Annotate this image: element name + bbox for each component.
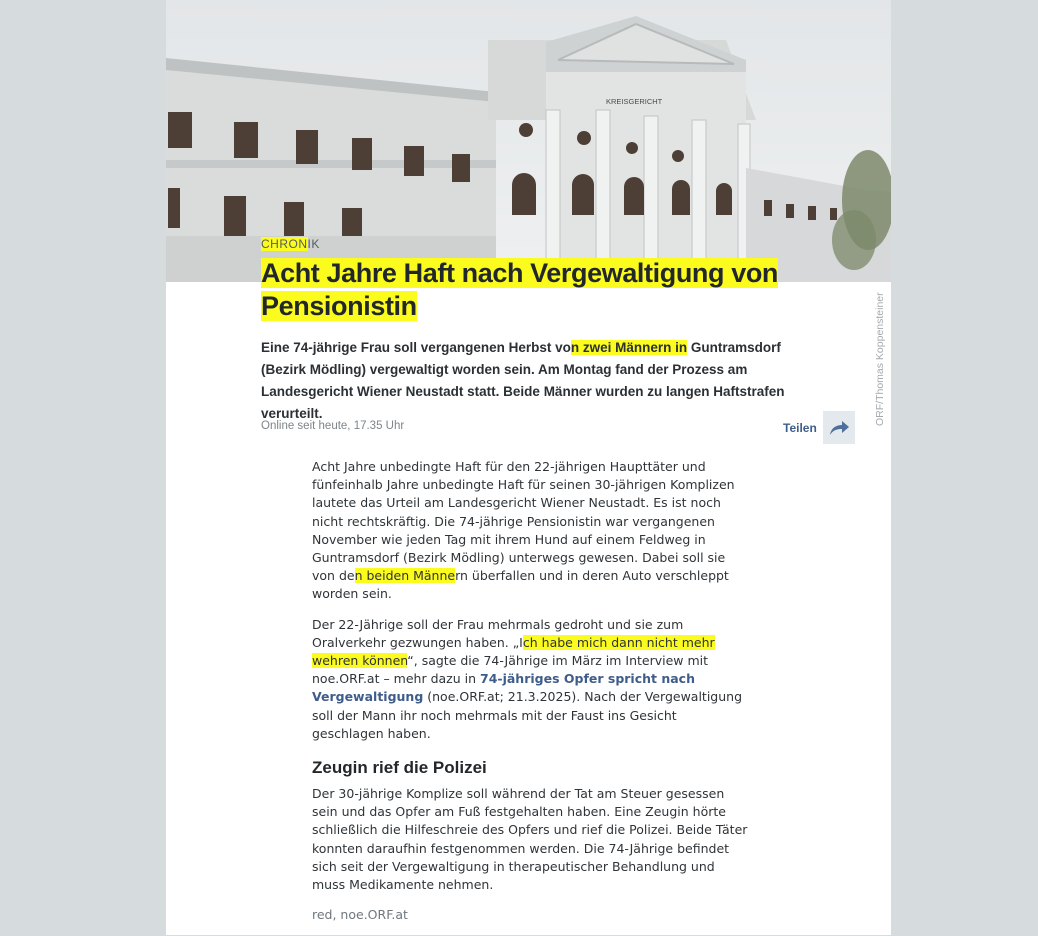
category-label-highlight: CHRON xyxy=(261,237,308,251)
lead-text-rest: Guntramsdorf (Bezirk Mödling) vergewaltigt worden sein. Am Montag fand der Prozess am Landesgericht Wiener Neustadt statt. Beide Männer wurden zu langen Haftstrafen verurteilt. xyxy=(261,340,785,421)
photo-credit: ORF/Thomas Koppensteiner xyxy=(874,292,886,426)
title-line-1: Acht Jahre Haft nach Vergewaltigung von xyxy=(261,258,779,288)
p2-highlight: ch habe mich dann nicht mehr wehren können xyxy=(312,634,715,669)
paragraph-3: Der 30-jährige Komplize soll während der Tat am Steuer gesessen sein und das Opfer am Fuß festgehalten haben. Eine Zeugin hörte schließlich die Hilfeschreie des Opfers und rief die Polizei. Beide Täter konnten daraufhin festgenommen werden. Die 74-Jährige befindet sich seit der Vergewaltigung in therapeutischer Behandlung und muss Medikamente nehmen. xyxy=(312,786,748,893)
court-sign: KREISGERICHT xyxy=(606,97,663,106)
p2-text-mid: “, sagte die 74-Jährige im März im Interview mit noe.ORF.at – mehr dazu in xyxy=(312,653,709,687)
category-label-rest: IK xyxy=(307,237,320,251)
article-lead xyxy=(261,337,821,425)
p1-highlight: n beiden Männe xyxy=(354,568,456,584)
p2-text: Der 22-Jährige soll der Frau mehrmals gedroht und sie zum Oralverkehr gezwungen haben. „I xyxy=(312,616,684,650)
p2-text-rest: (noe.ORF.at; 21.3.2025). Nach der Vergewaltigung soll der Mann ihr noch mehrmals mit der Faust ins Gesicht geschlagen haben. xyxy=(312,689,743,741)
section-heading: Zeugin rief die Polizei xyxy=(312,758,487,778)
paragraph-2 xyxy=(312,616,748,743)
share-button[interactable] xyxy=(783,411,855,444)
lead-highlight: n zwei Männern in xyxy=(570,340,688,355)
paragraph-1 xyxy=(312,458,748,604)
publish-time: Online seit heute, 17.35 Uhr xyxy=(261,420,405,432)
article-body xyxy=(312,458,748,936)
share-label: Teilen xyxy=(783,420,817,435)
p1-text: Acht Jahre unbedingte Haft für den 22-jährigen Haupttäter und fünfeinhalb Jahre unbedingte Haft für seinen 30-jährigen Komplizen lautete das Urteil am Landesgericht Wiener Neustadt. Es ist noch nicht rechtskräftig. Die 74-jährige Pensionistin war vergangenen November wie jeden Tag mit ihrem Hund auf einem Feldweg in Guntramsdorf (Bezirk Mödling) unterwegs gewesen. Dabei soll sie von de xyxy=(312,459,735,584)
lead-text: Eine 74-jährige Frau soll vergangenen Herbst vo xyxy=(261,340,571,355)
share-arrow-icon[interactable] xyxy=(823,411,855,444)
title-line-2: Pensionistin xyxy=(261,291,417,321)
p1-text-rest: rn überfallen und in deren Auto verschleppt worden sein. xyxy=(312,568,729,602)
article-source: red, noe.ORF.at xyxy=(312,907,408,923)
article-title xyxy=(261,257,821,323)
related-article-link[interactable]: 74-jähriges Opfer spricht nach Vergewaltigung xyxy=(312,671,695,705)
category-label[interactable] xyxy=(261,237,320,251)
